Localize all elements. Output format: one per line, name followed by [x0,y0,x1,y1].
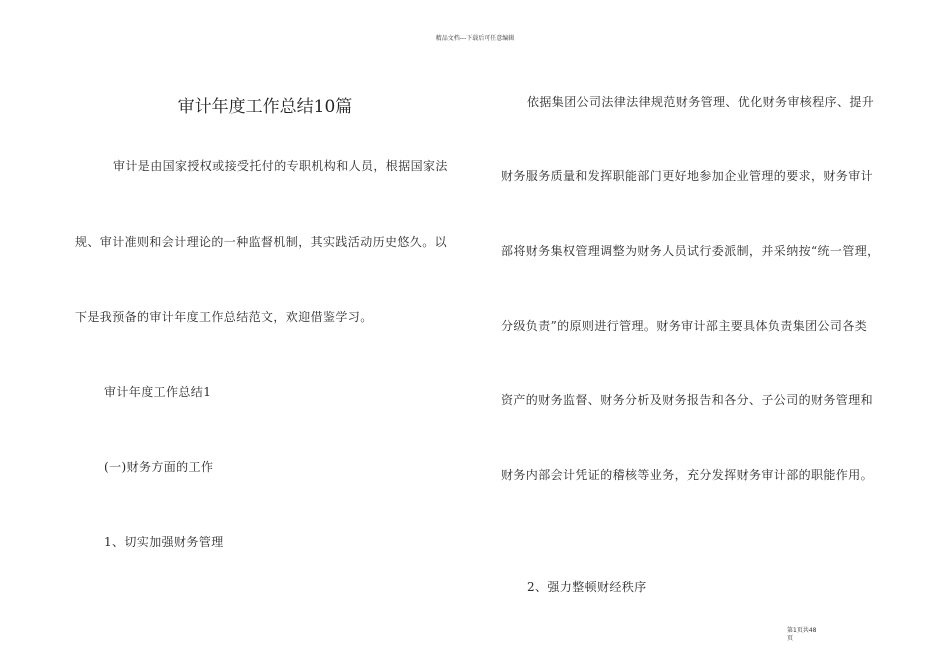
page-number-line: 页 [787,635,794,642]
header-note: 精品文档---下载后可任意编辑 [435,35,515,42]
subsection-heading: 2、强力整顿财经秩序 [527,580,647,594]
subsection-heading: (一)财务方面的工作 [104,460,214,474]
paragraph-line: 审计是由国家授权或接受托付的专职机构和人员，根据国家法 [113,159,448,173]
paragraph-line: 分级负责”的原则进行管理。财务审计部主要具体负责集团公司各类 [501,319,868,333]
paragraph-line: 财务服务质量和发挥职能部门更好地参加企业管理的要求，财务审计 [501,169,874,183]
paragraph-line: 规、审计准则和会计理论的一种监督机制，其实践活动历史悠久。以 [75,235,448,249]
paragraph-line: 依据集团公司法律法律规范财务管理、优化财务审核程序、提升 [527,95,875,109]
page-number-line: 第1页共48 [787,627,817,634]
document-title: 审计年度工作总结10篇 [177,97,353,117]
paragraph-line: 财务内部会计凭证的稽核等业务，充分发挥财务审计部的职能作用。 [501,468,874,482]
paragraph-line: 部将财务集权管理调整为财务人员试行委派制，并采纳按“统一管理， [501,244,880,258]
subsection-heading: 1、切实加强财务管理 [104,535,224,549]
section-heading: 审计年度工作总结1 [104,385,212,399]
paragraph-line: 下是我预备的审计年度工作总结范文，欢迎借鉴学习。 [75,310,373,324]
page-number [787,627,847,643]
paragraph-line: 资产的财务监督、财务分析及财务报告和各分、子公司的财务管理和 [501,393,874,407]
